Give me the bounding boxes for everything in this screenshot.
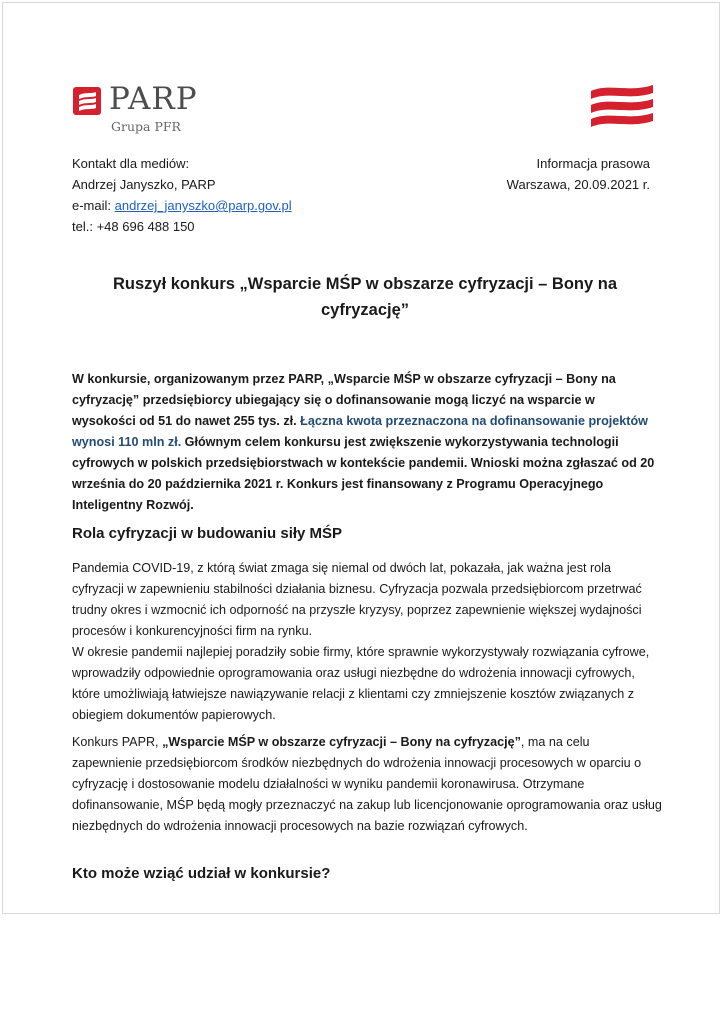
pfr-waves-icon	[587, 83, 657, 133]
paragraph-pandemic: Pandemia COVID-19, z którą świat zmaga się niemal od dwóch lat, pokazała, jak ważna jest rola cyfryzacji w zapewnieniu stabilności działania biznesu. Cyfryzacja pozwala przedsiębiorcom przetrwać trudny okres i wzmocnić ich odporność na przyszłe kryzysy, poprzez zapewnienie większej wydajności procesów i konkurencyjności firm na rynku.	[72, 561, 642, 638]
contact-name: Andrzej Janyszko, PARP	[72, 177, 216, 192]
parp-group-text: Grupa PFR	[111, 119, 181, 134]
contact-email-row	[72, 195, 292, 216]
email-label: e-mail:	[72, 198, 115, 213]
document-page	[2, 2, 720, 914]
lead-part-1: W konkursie, organizowanym przez PARP, „Wsparcie MŚP w obszarze cyfryzacji – Bony na cyfryzację” przedsiębiorcy ubiegający się o dofinansowanie mogą liczyć na wsparcie w wysokości od 51 do nawet 255 tys. zł.	[72, 372, 616, 428]
paragraph-contest-goal	[72, 732, 662, 837]
parp-logo-text: PARP	[109, 81, 198, 117]
section-heading-digitalization-role: Rola cyfryzacji w budowaniu siły MŚP	[72, 525, 343, 542]
press-info	[507, 153, 650, 195]
paragraph-pandemic-firms: W okresie pandemii najlepiej poradziły sobie firmy, które sprawnie wykorzystywały rozwiązania cyfrowe, wprowadziły odpowiednie oprogramowania oraz usługi niezbędne do wdrożenia innowacji cyfrowych, które umożliwiają łatwiejsze nawiązywanie relacji z klientami czy zmniejszenie kosztów związanych z obiegiem dokumentów papierowych.	[72, 645, 650, 722]
media-contact	[72, 153, 292, 237]
lead-paragraph	[72, 369, 662, 516]
lead-part-3: Głównym celem konkursu jest zwiększenie wykorzystywania technologii cyfrowych w polskich przedsiębiorstwach w kontekście pandemii. Wnioski można zgłaszać od 20 września do 20 października 2021 r. Konkurs jest finansowany z Programu Operacyjnego Inteligentny Rozwój.	[72, 435, 655, 512]
press-type: Informacja prasowa	[536, 156, 650, 171]
section-heading-who-can-apply: Kto może wziąć udział w konkursie?	[72, 865, 331, 882]
email-link[interactable]: andrzej_janyszko@parp.gov.pl	[114, 198, 292, 213]
document-title: Ruszył konkurs „Wsparcie MŚP w obszarze cyfryzacji – Bony na cyfryzację”	[112, 275, 618, 319]
parp-logo	[73, 83, 223, 135]
contest-name-bold: „Wsparcie MŚP w obszarze cyfryzacji – Bony na cyfryzację”	[162, 735, 521, 749]
p3-end: , ma na celu zapewnienie przedsiębiorcom środków niezbędnych do wdrożenia innowacji procesowych w oparciu o cyfryzację i dostosowanie modelu działalności w wyniku pandemii koronawirusa. Otrzymane dofinansowanie, MŚP będą mogły przeznaczyć na zakup lub licencjonowanie oprogramowania oraz usług niezbędnych do wdrożenia innowacji procesowych na bazie rozwiązań cyfrowych.	[72, 735, 662, 833]
press-place-date: Warszawa, 20.09.2021 r.	[506, 177, 650, 192]
lead-funding-highlight: Łączna kwota przeznaczona na dofinansowanie projektów wynosi 110 mln zł.	[72, 414, 648, 449]
contact-phone: tel.: +48 696 488 150	[72, 219, 195, 234]
contact-label: Kontakt dla mediów:	[72, 156, 190, 171]
p3-start: Konkurs PAPR,	[72, 735, 163, 749]
